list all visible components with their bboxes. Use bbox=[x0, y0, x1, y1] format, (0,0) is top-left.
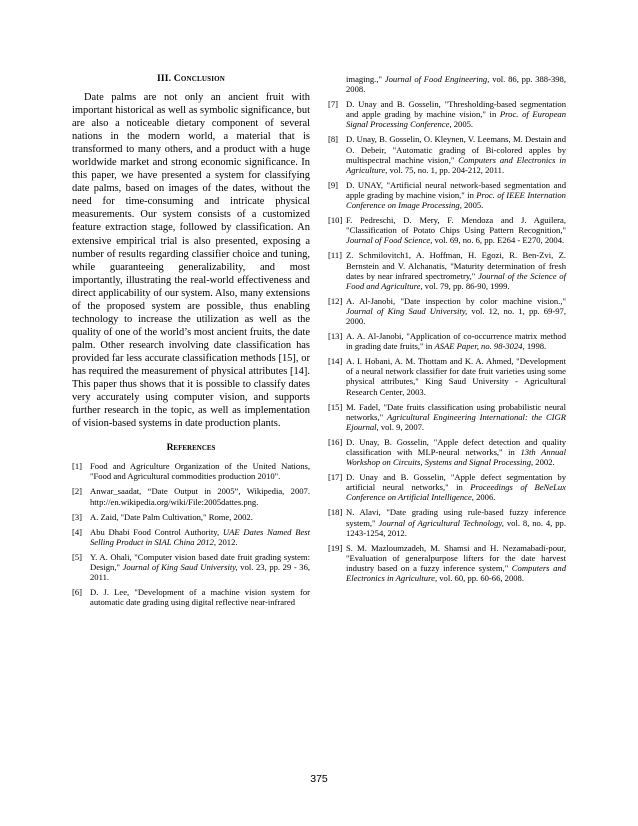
reference-item bbox=[328, 99, 566, 129]
reference-pre: F. Pedreschi, D. Mery, F. Mendoza and J. Aguilera, "Classification of Potato Chips Using Pattern Recognition," bbox=[346, 215, 566, 236]
reference-item bbox=[72, 552, 310, 582]
reference-item bbox=[328, 250, 566, 290]
reference-ital: Proc. of European Signal Processing Conference bbox=[346, 109, 566, 130]
reference-text: A. Zaid, "Date Palm Cultivation," Rome, 2002. bbox=[90, 511, 253, 522]
reference-6-continuation bbox=[346, 74, 566, 94]
page-number: 375 bbox=[310, 773, 328, 785]
reference-text bbox=[346, 180, 566, 210]
reference-ital: Journal of Food Science, bbox=[346, 235, 433, 246]
reference-number: [7] bbox=[328, 99, 339, 110]
reference-pre: M. Fadel, "Date fruits classification using probabilistic neural networks," bbox=[346, 401, 566, 422]
conclusion-heading: III. Conclusion bbox=[156, 74, 226, 84]
reference-post: vol. 23, pp. 29 - 36, 2011. bbox=[90, 561, 311, 583]
reference-item bbox=[328, 134, 566, 174]
reference-number: [15] bbox=[328, 401, 343, 412]
reference-post: , 2012. bbox=[213, 536, 238, 547]
reference-ital: 13th Annual Workshop on Circuits, Systems and Signal Processing bbox=[346, 447, 566, 468]
reference-number: [16] bbox=[328, 436, 343, 447]
reference-item bbox=[328, 356, 566, 396]
reference-text bbox=[346, 250, 566, 290]
reference-number: [9] bbox=[328, 179, 339, 190]
reference-text bbox=[346, 507, 566, 537]
reference-post: vol. 60, pp. 60-66, 2008. bbox=[437, 573, 524, 584]
reference-post: vol. 75, no. 1, pp. 204-212, 2011. bbox=[387, 164, 505, 175]
reference-item bbox=[328, 543, 566, 583]
reference-ital: UAE Dates Named Best Selling Product in SIAL China 2012 bbox=[90, 526, 311, 547]
reference-item bbox=[328, 331, 566, 351]
ref6-cont-pre: imaging.," bbox=[346, 74, 385, 84]
reference-text bbox=[346, 134, 566, 174]
reference-item bbox=[72, 527, 310, 547]
reference-post: vol. 9, 2007. bbox=[378, 421, 425, 432]
reference-text: Food and Agriculture Organization of the United Nations, "Food and Agricultural commodities production 2010". bbox=[90, 461, 310, 482]
references-heading: References bbox=[166, 443, 216, 454]
reference-number: [14] bbox=[328, 356, 343, 367]
reference-ital: Computers and Electronics in Agriculture, bbox=[346, 154, 566, 175]
reference-item bbox=[328, 437, 566, 467]
reference-post: , 1998. bbox=[522, 341, 547, 352]
reference-post: , 2002. bbox=[531, 457, 555, 468]
reference-number: [2] bbox=[72, 486, 83, 497]
reference-pre: D. UNAY, "Artificial neural network-based segmentation and apple grading by machine vision," in bbox=[346, 179, 566, 200]
reference-pre: D. Unay, B. Gosselin, "Apple defect detection and quality classification with MLP-neural networks," in bbox=[346, 436, 566, 457]
reference-pre: A. A. Al-Janobi, "Application of co-occurrence matrix method in grading date fruits," in bbox=[346, 331, 566, 352]
reference-text bbox=[346, 99, 566, 129]
reference-text: D. J. Lee, "Development of a machine vision system for automatic date grading using digital reflective near-infrared bbox=[90, 587, 310, 608]
reference-number: [8] bbox=[328, 134, 339, 145]
reference-pre: Abu Dhabi Food Control Authority, bbox=[90, 526, 223, 537]
reference-text bbox=[346, 331, 566, 351]
reference-item bbox=[328, 215, 566, 245]
reference-number: [3] bbox=[72, 511, 83, 522]
reference-post: , 2006. bbox=[471, 492, 496, 503]
reference-text bbox=[346, 402, 566, 432]
reference-item bbox=[328, 180, 566, 210]
reference-post: vol. 12, no. 1, pp. 69-97, 2000. bbox=[346, 305, 567, 326]
reference-item bbox=[328, 507, 566, 537]
reference-text bbox=[90, 527, 310, 547]
reference-post: , 2005. bbox=[449, 119, 474, 130]
reference-text bbox=[346, 296, 566, 326]
reference-number: [13] bbox=[328, 331, 343, 342]
reference-pre: S. M. Mazloumzadeh, M. Shamsi and H. Nezamabadi-pour, "Evaluation of generalpurpose lifters for the date harvest industry based on a fuzzy inference system," bbox=[346, 542, 566, 573]
conclusion-paragraph: Date palms are not only an ancient fruit with important historical as well as symbolic significance, but are also a noticeable dietary component of several nations in the modern world, a material that is transformed to many others, and a product with a huge worldwide market and strong economic significance. In this paper, we have presented a system for classifying date palms, based on images of the dates, without the need for time-consuming and intricate physical measurements. Our system consists of a customized feature extraction stage, followed by classification. An extensive empirical trial is also presented, exposing a number of results regarding classifier choice and tuning, while guaranteeing generalizability, and most importantly, illustrating the real-world effectiveness and direct applicability of our system. Also, many extensions of the proposed system are possible, thus enabling technology to increase the utilization as well as the quality of one of the world’s most ancient fruits, the date palm. Other research involving date classification has provided far less accurate classification methods [15], or has required the measurement of physical attributes [14]. This paper thus shows that it is possible to classify dates very accurately using computer vision, and supports further research in the topic, as well as implementation of vision-based systems in date production plants. bbox=[72, 92, 310, 430]
reference-text: Anwar_saadat, “Date Output in 2005”, Wikipedia, 2007. http://en.wikipedia.org/wiki/File:2005dattes.png. bbox=[90, 486, 310, 507]
reference-pre: Z. Schmilovitch1, A. Hoffman, H. Egozi, R. Ben-Zvi, Z. Bernstein and V. Alchanatis, "Maturity determination of fresh dates by near infrared spectrometry," bbox=[346, 250, 566, 281]
reference-number: [19] bbox=[328, 542, 343, 553]
reference-text: A. I. Hobani, A. M. Thottam and K. A. Ahmed, "Development of a neural network classifier for date fruit varieties using some physical attributes," King Saud University - Agricultural Research Center, 2003. bbox=[346, 356, 566, 397]
reference-post: vol. 8, no. 4, pp. 1243-1254, 2012. bbox=[346, 517, 567, 538]
reference-item bbox=[328, 472, 566, 502]
reference-ital: Computers and Electronics in Agriculture, bbox=[346, 562, 566, 584]
reference-item bbox=[72, 486, 310, 506]
reference-post: vol. 69, no. 6, pp. E264 - E270, 2004. bbox=[432, 235, 565, 246]
reference-text bbox=[346, 215, 566, 245]
reference-number: [12] bbox=[328, 295, 343, 306]
reference-post: vol. 79, pp. 86-90, 1999. bbox=[422, 280, 510, 291]
reference-ital: Proceedings of BeNeLux Conference on Artificial Intelligence bbox=[346, 482, 566, 503]
reference-post: , 2005. bbox=[459, 200, 484, 211]
reference-ital: Agricultural Engineering International: the CIGR Ejournal, bbox=[346, 411, 566, 432]
reference-ital: ASAE Paper, no. 98-3024 bbox=[434, 341, 523, 352]
reference-item bbox=[72, 512, 310, 522]
reference-number: [10] bbox=[328, 215, 343, 226]
reference-text bbox=[90, 552, 310, 582]
reference-ital: Journal of Agricultural Technology, bbox=[378, 517, 504, 528]
references-list-left bbox=[72, 461, 310, 607]
references-list-right bbox=[328, 99, 566, 583]
reference-number: [18] bbox=[328, 507, 343, 518]
reference-item bbox=[328, 402, 566, 432]
reference-text bbox=[346, 543, 566, 583]
ref6-cont-journal: Journal of Food Engineering, bbox=[384, 74, 490, 84]
reference-ital: Journal of the Science of Food and Agriculture, bbox=[346, 270, 566, 291]
reference-ital: Journal of King Saud University, bbox=[346, 305, 468, 316]
reference-number: [5] bbox=[72, 551, 83, 562]
reference-pre: Y. A. Ohali, "Computer vision based date fruit grading system: Design," bbox=[90, 551, 310, 572]
reference-number: [1] bbox=[72, 461, 83, 472]
reference-pre: A. Al-Janobi, "Date inspection by color machine vision.," bbox=[346, 295, 566, 306]
reference-number: [11] bbox=[328, 250, 342, 261]
reference-item bbox=[328, 296, 566, 326]
reference-pre: D. Unay and B. Gosselin, "Apple defect segmentation by artificial neural networks," in bbox=[346, 472, 566, 493]
reference-number: [6] bbox=[72, 587, 83, 598]
reference-text bbox=[346, 472, 566, 502]
right-column bbox=[328, 74, 566, 588]
reference-item bbox=[72, 461, 310, 481]
reference-item bbox=[72, 587, 310, 607]
reference-pre: D. Unay and B. Gosselin, "Thresholding-based segmentation and apple grading by machine vision," in bbox=[346, 99, 566, 120]
reference-number: [4] bbox=[72, 526, 83, 537]
reference-number: [17] bbox=[328, 472, 343, 483]
reference-pre: D. Unay, B. Gosselin, O. Kleynen, V. Leemans, M. Destain and O. Debeir, "Automatic grading of Bi-colored apples by multispectral machine vision," bbox=[346, 134, 566, 165]
ref6-cont-post: vol. 86, pp. 388-398, 2008. bbox=[346, 74, 567, 95]
reference-ital: Journal of King Saud University, bbox=[122, 561, 238, 572]
left-column bbox=[72, 74, 310, 612]
reference-ital: Proc. of IEEE Internation Conference on Image Processing bbox=[346, 189, 566, 211]
reference-pre: N. Alavi, "Date grading using rule-based fuzzy inference system," bbox=[346, 507, 566, 528]
reference-text bbox=[346, 437, 566, 467]
